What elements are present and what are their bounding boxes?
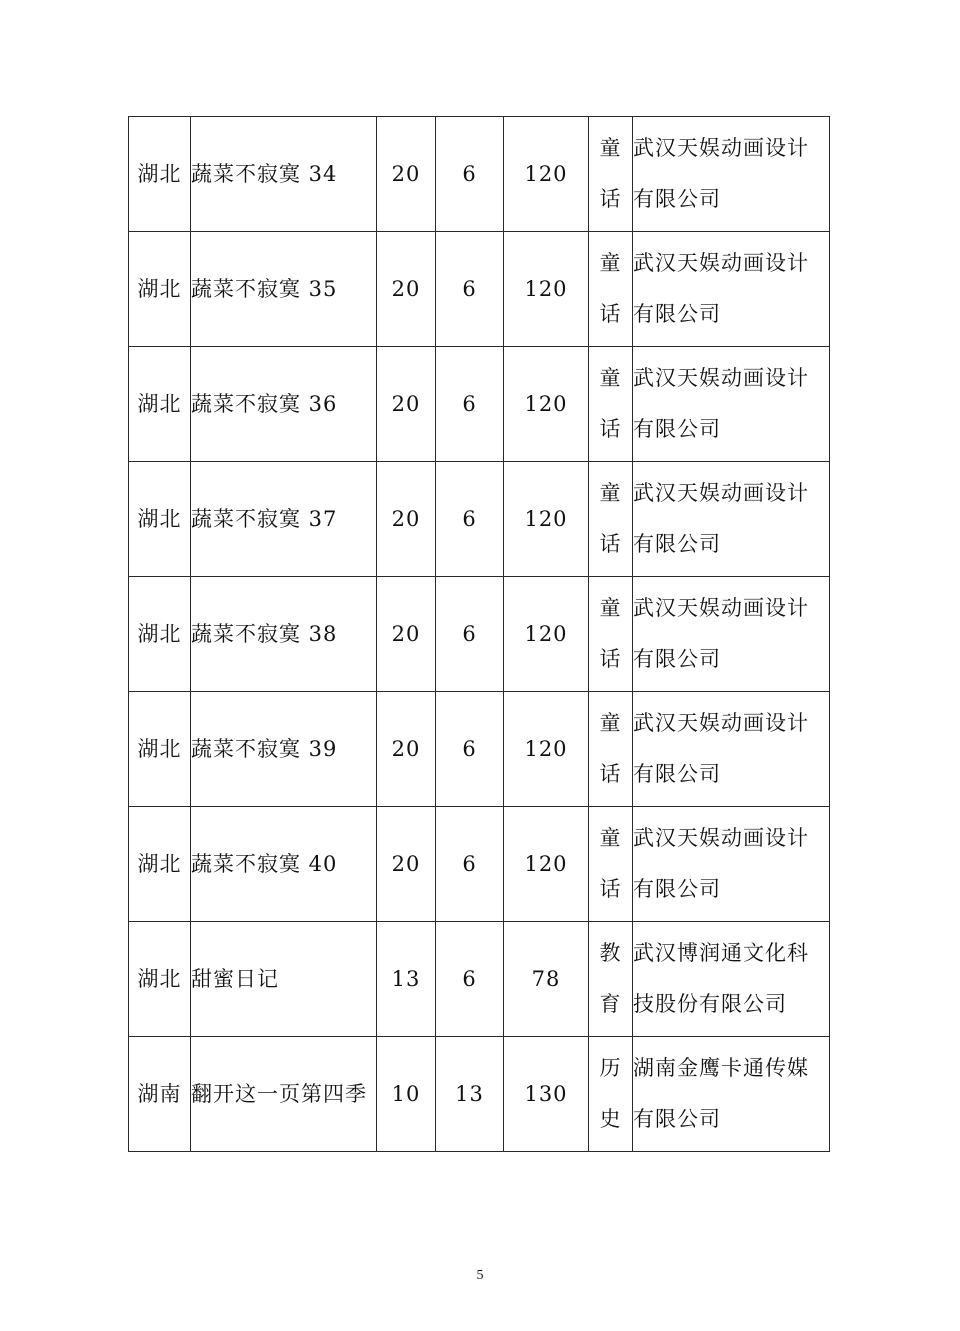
province-cell: 湖北 bbox=[129, 347, 191, 462]
title-cell bbox=[191, 577, 377, 692]
company-text: 武汉天娱动画设计有限公司 bbox=[633, 366, 809, 441]
genre-char-2: 话 bbox=[599, 417, 622, 441]
table-row bbox=[129, 347, 830, 462]
title-cell bbox=[191, 232, 377, 347]
genre-char-1: 童 bbox=[599, 136, 622, 160]
total-minutes-cell: 120 bbox=[504, 117, 589, 232]
animation-list-table bbox=[128, 116, 830, 1152]
total-minutes-cell: 120 bbox=[504, 807, 589, 922]
company-text: 武汉天娱动画设计有限公司 bbox=[633, 596, 809, 671]
title-text: 蔬菜不寂寞 38 bbox=[191, 621, 338, 646]
total-minutes-cell: 120 bbox=[504, 232, 589, 347]
total-minutes-cell: 130 bbox=[504, 1037, 589, 1152]
total-minutes-cell: 120 bbox=[504, 692, 589, 807]
company-text: 武汉天娱动画设计有限公司 bbox=[633, 136, 809, 211]
title-text: 甜蜜日记 bbox=[191, 966, 279, 991]
title-text: 蔬菜不寂寞 37 bbox=[191, 506, 338, 531]
genre-char-1: 童 bbox=[599, 481, 622, 505]
genre-cell bbox=[589, 807, 633, 922]
company-cell bbox=[633, 232, 830, 347]
genre-char-1: 童 bbox=[599, 826, 622, 850]
table-row bbox=[129, 117, 830, 232]
table-row bbox=[129, 577, 830, 692]
minutes-per-episode-cell: 6 bbox=[436, 117, 504, 232]
page-number: 5 bbox=[476, 1268, 484, 1283]
table-row bbox=[129, 232, 830, 347]
title-cell bbox=[191, 692, 377, 807]
company-text: 武汉天娱动画设计有限公司 bbox=[633, 481, 809, 556]
province-cell: 湖北 bbox=[129, 577, 191, 692]
genre-char-1: 童 bbox=[599, 366, 622, 390]
genre-char-1: 历 bbox=[599, 1056, 622, 1080]
minutes-per-episode-cell: 6 bbox=[436, 232, 504, 347]
episodes-cell: 20 bbox=[377, 462, 436, 577]
company-text: 武汉天娱动画设计有限公司 bbox=[633, 251, 809, 326]
genre-char-2: 话 bbox=[599, 532, 622, 556]
table-row bbox=[129, 807, 830, 922]
total-minutes-cell: 120 bbox=[504, 347, 589, 462]
genre-char-2: 话 bbox=[599, 762, 622, 786]
company-cell bbox=[633, 692, 830, 807]
genre-char-1: 童 bbox=[599, 596, 622, 620]
company-cell bbox=[633, 577, 830, 692]
episodes-cell: 13 bbox=[377, 922, 436, 1037]
title-cell bbox=[191, 922, 377, 1037]
total-minutes-cell: 120 bbox=[504, 577, 589, 692]
genre-char-2: 话 bbox=[599, 877, 622, 901]
company-cell bbox=[633, 807, 830, 922]
company-cell bbox=[633, 347, 830, 462]
episodes-cell: 20 bbox=[377, 117, 436, 232]
title-cell bbox=[191, 117, 377, 232]
genre-cell bbox=[589, 462, 633, 577]
minutes-per-episode-cell: 6 bbox=[436, 807, 504, 922]
episodes-cell: 20 bbox=[377, 577, 436, 692]
company-cell bbox=[633, 117, 830, 232]
minutes-per-episode-cell: 13 bbox=[436, 1037, 504, 1152]
table-row bbox=[129, 462, 830, 577]
title-text: 翻开这一页第四季 bbox=[191, 1081, 367, 1106]
genre-char-1: 童 bbox=[599, 711, 622, 735]
genre-char-2: 话 bbox=[599, 187, 622, 211]
genre-cell bbox=[589, 692, 633, 807]
genre-cell bbox=[589, 577, 633, 692]
company-text: 武汉天娱动画设计有限公司 bbox=[633, 826, 809, 901]
genre-char-2: 话 bbox=[599, 647, 622, 671]
minutes-per-episode-cell: 6 bbox=[436, 577, 504, 692]
genre-cell bbox=[589, 117, 633, 232]
total-minutes-cell: 78 bbox=[504, 922, 589, 1037]
province-cell: 湖北 bbox=[129, 807, 191, 922]
company-cell bbox=[633, 922, 830, 1037]
table-body bbox=[129, 117, 830, 1152]
title-text: 蔬菜不寂寞 39 bbox=[191, 736, 338, 761]
title-cell bbox=[191, 462, 377, 577]
province-cell: 湖南 bbox=[129, 1037, 191, 1152]
genre-char-2: 史 bbox=[599, 1107, 622, 1131]
episodes-cell: 20 bbox=[377, 347, 436, 462]
episodes-cell: 20 bbox=[377, 232, 436, 347]
table-row bbox=[129, 922, 830, 1037]
title-text: 蔬菜不寂寞 36 bbox=[191, 391, 338, 416]
company-text: 武汉博润通文化科技股份有限公司 bbox=[633, 941, 809, 1016]
genre-cell bbox=[589, 1037, 633, 1152]
genre-char-1: 教 bbox=[599, 941, 622, 965]
province-cell: 湖北 bbox=[129, 232, 191, 347]
genre-cell bbox=[589, 232, 633, 347]
genre-char-1: 童 bbox=[599, 251, 622, 275]
episodes-cell: 10 bbox=[377, 1037, 436, 1152]
genre-char-2: 育 bbox=[599, 992, 622, 1016]
title-cell bbox=[191, 347, 377, 462]
title-text: 蔬菜不寂寞 34 bbox=[191, 161, 338, 186]
title-cell bbox=[191, 807, 377, 922]
title-text: 蔬菜不寂寞 35 bbox=[191, 276, 338, 301]
minutes-per-episode-cell: 6 bbox=[436, 692, 504, 807]
province-cell: 湖北 bbox=[129, 117, 191, 232]
total-minutes-cell: 120 bbox=[504, 462, 589, 577]
minutes-per-episode-cell: 6 bbox=[436, 347, 504, 462]
title-cell bbox=[191, 1037, 377, 1152]
company-text: 武汉天娱动画设计有限公司 bbox=[633, 711, 809, 786]
company-text: 湖南金鹰卡通传媒有限公司 bbox=[633, 1056, 809, 1131]
genre-cell bbox=[589, 922, 633, 1037]
episodes-cell: 20 bbox=[377, 807, 436, 922]
genre-char-2: 话 bbox=[599, 302, 622, 326]
company-cell bbox=[633, 462, 830, 577]
table-row bbox=[129, 692, 830, 807]
episodes-cell: 20 bbox=[377, 692, 436, 807]
title-text: 蔬菜不寂寞 40 bbox=[191, 851, 338, 876]
genre-cell bbox=[589, 347, 633, 462]
province-cell: 湖北 bbox=[129, 462, 191, 577]
province-cell: 湖北 bbox=[129, 692, 191, 807]
company-cell bbox=[633, 1037, 830, 1152]
table-row bbox=[129, 1037, 830, 1152]
minutes-per-episode-cell: 6 bbox=[436, 462, 504, 577]
minutes-per-episode-cell: 6 bbox=[436, 922, 504, 1037]
province-cell: 湖北 bbox=[129, 922, 191, 1037]
